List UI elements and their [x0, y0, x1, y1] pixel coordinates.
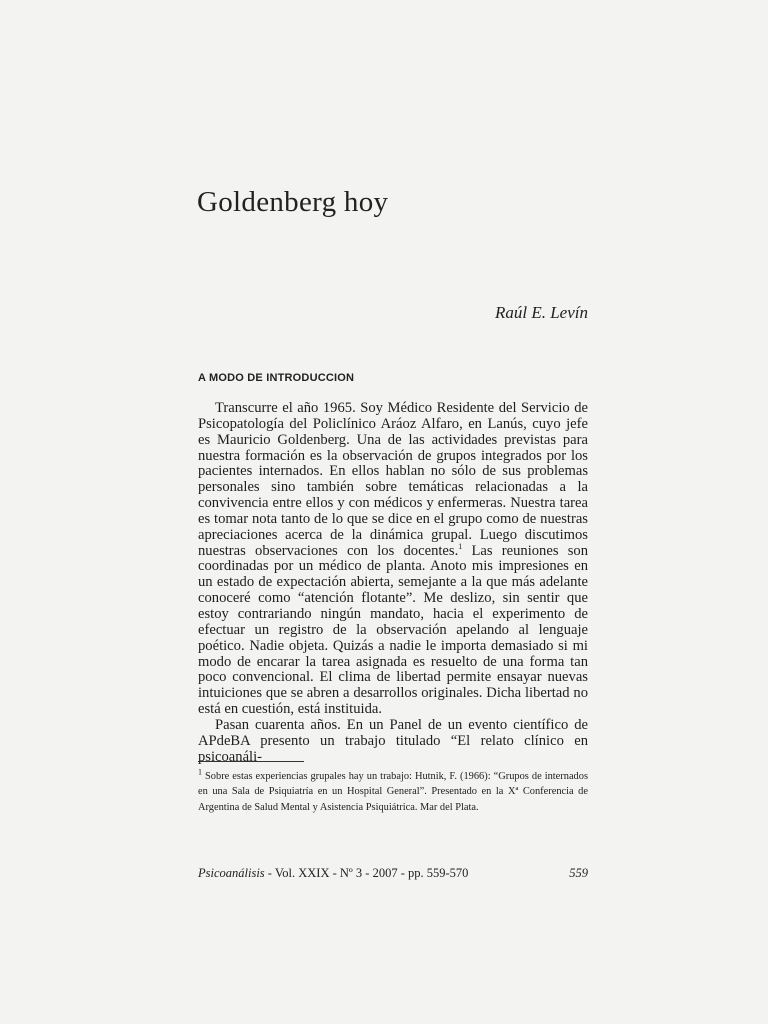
footnote [198, 769, 588, 815]
journal-citation: - Vol. XXIX - Nº 3 - 2007 - pp. 559-570 [264, 866, 469, 880]
article-body [198, 401, 588, 765]
page-number: 559 [569, 866, 588, 880]
section-heading: A MODO DE INTRODUCCION [198, 372, 355, 384]
article-author: Raúl E. Levín [494, 303, 588, 322]
journal-name: Psicoanálisis [198, 866, 265, 880]
article-title: Goldenberg hoy [197, 186, 389, 218]
footnote-number: 1 [198, 767, 202, 777]
footnote-divider [198, 761, 304, 762]
body-paragraph [198, 401, 588, 718]
footnote-reference[interactable]: 1 [458, 541, 463, 551]
footnote-text: Sobre estas experiencias grupales hay un trabajo: Hutnik, F. (1966): “Grupos de internados en una Sala de Psiquiatría en un Hospital General”. Presentado en la Xª Conferencia de Argentina de Salud Mental y Asistencia Psiquiátrica. Mar del Plata. [198, 771, 588, 813]
paragraph-text: Las reuniones son coordinadas por un médico de planta. Anoto mis impresiones en un estado de expectación abierta, semejante a la que más adelante conoceré como “atención flotante”. Me deslizo, sin sentir que estoy contrariando ningún mandato, hacia el experimento de efectuar un registro de la observación apelando al lenguaje poético. Nadie objeta. Quizás a nadie le importa demasiado si mi modo de encarar la tarea asignada es resuelto de una forma tan poco convencional. El clima de libertad permite ensayar nuevas intuiciones que se abren a desarrollos originales. Dicha libertad no está en cuestión, está instituida. [198, 542, 589, 718]
paragraph-text: Transcurre el año 1965. Soy Médico Residente del Servicio de Psicopatología del Policlínico Aráoz Alfaro, en Lanús, cuyo jefe es Mauricio Goldenberg. Una de las actividades previstas para nuestra formación es la observación de grupos integrados por los pacientes internados. En ellos hablan no sólo de sus problemas personales sino también sobre temáticas relacionadas a la convivencia entre ellos y con médicos y enfermeras. Nuestra tarea es tomar nota tanto de lo que se dice en el grupo como de nuestras apreciaciones acerca de la dinámica grupal. Luego discutimos nuestras observaciones con los docentes. [198, 400, 588, 559]
body-paragraph: Pasan cuarenta años. En un Panel de un evento científico de APdeBA presento un trabajo titulado “El relato clínico en psicoanáli- [198, 716, 588, 765]
page-footer [198, 866, 588, 881]
